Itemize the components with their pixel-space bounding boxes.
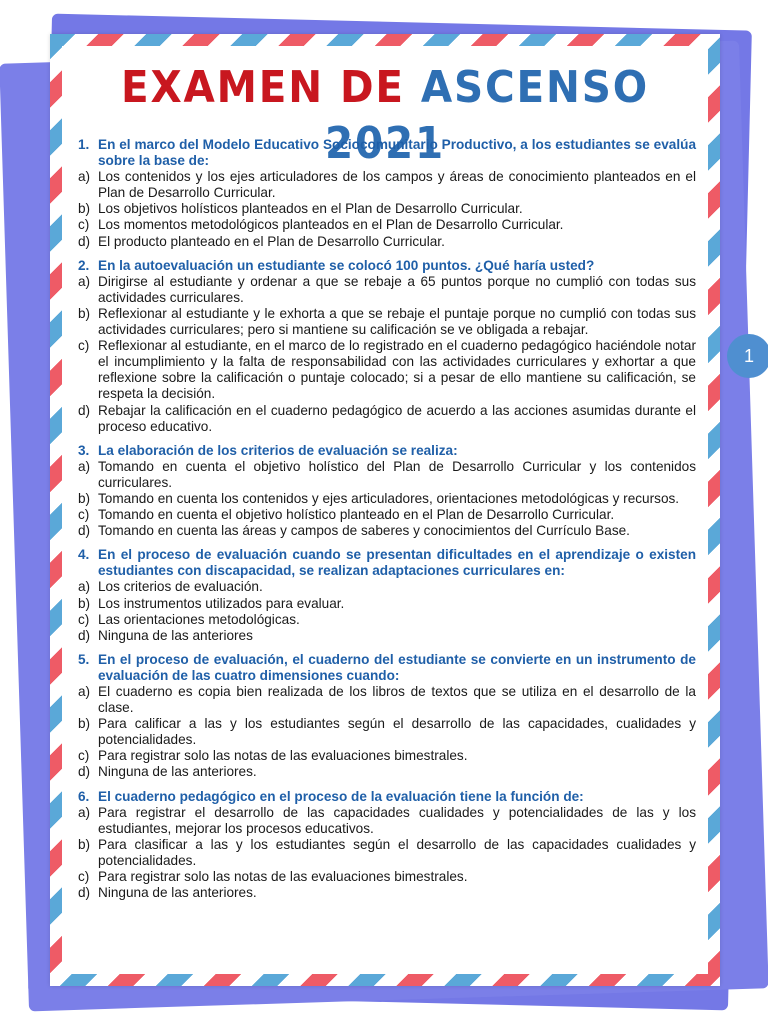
option-letter: b) [78, 490, 91, 506]
option-text: Los contenidos y los ejes articuladores de los campos y áreas de conocimiento planteados en el Plan de Desarrollo Curricular. [98, 169, 696, 201]
question-text: En el proceso de evaluación cuando se presentan dificultades en el aprendizaje o existen estudiantes con discapacidad, se realizan adaptaciones curriculares en: [98, 547, 696, 579]
answer-option [78, 748, 696, 764]
question-number: 6. [78, 788, 90, 804]
option-text: Para registrar solo las notas de las evaluaciones bimestrales. [98, 869, 468, 885]
answer-option [78, 612, 696, 628]
question-text: En la autoevaluación un estudiante se colocó 100 puntos. ¿Qué haría usted? [98, 257, 595, 273]
page-number-badge: 1 [727, 334, 768, 378]
option-letter: b) [78, 836, 91, 852]
option-letter: d) [78, 764, 91, 780]
question-text: En el marco del Modelo Educativo Sociocomunitario Productivo, a los estudiantes se evalúa sobre la base de: [98, 137, 696, 169]
option-letter: c) [78, 611, 90, 627]
option-letter: b) [78, 595, 91, 611]
option-text: El cuaderno es copia bien realizada de los libros de textos que se utiliza en el desarrollo de la clase. [98, 684, 696, 716]
title-part-blue: ASCENSO 2021 [324, 62, 650, 169]
question-number: 3. [78, 442, 90, 458]
option-text: El producto planteado en el Plan de Desarrollo Curricular. [98, 233, 445, 249]
option-letter: c) [78, 507, 90, 523]
question-text: La elaboración de los criterios de evaluación se realiza: [98, 442, 458, 458]
option-text: Para clasificar a las y los estudiantes según el desarrollo de las capacidades cualidades y potencialidades. [98, 836, 696, 868]
option-text: Dirigirse al estudiante y ordenar a que se rebaje a 65 puntos porque no cumplió con todas sus actividades curriculares. [98, 273, 696, 305]
option-letter: b) [78, 305, 91, 321]
question-heading [78, 547, 696, 579]
option-letter: d) [78, 233, 91, 249]
option-text: Tomando en cuenta los contenidos y ejes articuladores, orientaciones metodológicas y recursos. [98, 490, 680, 506]
question-list [78, 137, 696, 909]
option-letter: b) [78, 201, 91, 217]
option-letter: a) [78, 684, 91, 699]
option-letter: d) [78, 402, 91, 418]
option-letter: c) [78, 338, 90, 354]
option-letter: a) [78, 579, 91, 595]
option-text: Tomando en cuenta el objetivo holístico del Plan de Desarrollo Curricular y los contenidos curriculares. [98, 458, 696, 490]
option-text: Ninguna de las anteriores [98, 627, 253, 643]
answer-option [78, 169, 696, 201]
option-letter: a) [78, 804, 91, 820]
answer-option [78, 507, 696, 523]
question-5 [78, 652, 696, 781]
answer-option [78, 201, 696, 217]
option-text: Para registrar solo las notas de las evaluaciones bimestrales. [98, 748, 468, 764]
question-1 [78, 137, 696, 250]
option-text: Ninguna de las anteriores. [98, 885, 257, 901]
question-heading [78, 652, 696, 684]
answer-option [78, 459, 696, 491]
answer-option [78, 338, 696, 402]
option-letter: c) [78, 869, 90, 885]
option-text: Ninguna de las anteriores. [98, 764, 257, 780]
option-text: Tomando en cuenta las áreas y campos de saberes y conocimientos del Currículo Base. [98, 523, 630, 539]
answer-option [78, 805, 696, 837]
option-letter: a) [78, 169, 91, 185]
option-text: Los criterios de evaluación. [98, 579, 263, 595]
question-heading [78, 443, 696, 459]
option-letter: b) [78, 716, 91, 732]
answer-option [78, 523, 696, 539]
answer-option [78, 684, 696, 716]
answer-option [78, 234, 696, 250]
answer-option [78, 716, 696, 748]
option-letter: c) [78, 748, 90, 764]
option-text: Para registrar el desarrollo de las capacidades cualidades y potencialidades de las y los estudiantes, mejorar los procesos educativos. [98, 804, 696, 836]
option-letter: a) [78, 458, 91, 474]
option-text: Para calificar a las y los estudiantes según el desarrollo de las capacidades, cualidades y potencialidades. [98, 716, 696, 748]
option-text: Tomando en cuenta el objetivo holístico planteado en el Plan de Desarrollo Curricular. [98, 507, 615, 523]
question-2 [78, 258, 696, 435]
question-heading [78, 137, 696, 169]
option-text: Los instrumentos utilizados para evaluar. [98, 595, 345, 611]
answer-option [78, 596, 696, 612]
answer-option [78, 885, 696, 901]
question-number: 1. [78, 137, 90, 152]
question-number: 2. [78, 257, 90, 273]
answer-option [78, 403, 696, 435]
question-3 [78, 443, 696, 540]
option-letter: d) [78, 885, 91, 901]
option-text: Rebajar la calificación en el cuaderno pedagógico de acuerdo a las acciones asumidas durante el proceso educativo. [98, 402, 696, 434]
option-text: Los objetivos holísticos planteados en el Plan de Desarrollo Curricular. [98, 201, 523, 217]
option-text: Las orientaciones metodológicas. [98, 611, 300, 627]
option-text: Reflexionar al estudiante, en el marco de lo registrado en el cuaderno pedagógico haciéndole notar el incumplimiento y la falta de responsabilidad con las actividades curriculares y exhortar a que reflexione sobre la calificación o puntaje colocado; si a pesar de ello mantiene su calificación, se respeta la decisión. [98, 338, 696, 402]
question-text: En el proceso de evaluación, el cuaderno del estudiante se convierte en un instrumento de evaluación de las cuatro dimensiones cuando: [98, 651, 696, 683]
answer-option [78, 579, 696, 595]
answer-option [78, 628, 696, 644]
option-letter: d) [78, 523, 91, 539]
question-text: El cuaderno pedagógico en el proceso de la evaluación tiene la función de: [98, 788, 584, 804]
question-4 [78, 547, 696, 644]
option-letter: d) [78, 627, 91, 643]
option-letter: a) [78, 273, 91, 289]
option-text: Los momentos metodológicos planteados en el Plan de Desarrollo Curricular. [98, 217, 564, 233]
question-number: 4. [78, 547, 90, 563]
answer-option [78, 306, 696, 338]
title-part-red: EXAMEN DE [120, 62, 405, 113]
answer-option [78, 491, 696, 507]
question-heading [78, 789, 696, 805]
question-heading [78, 258, 696, 274]
option-letter: c) [78, 217, 90, 233]
answer-option [78, 217, 696, 233]
question-6 [78, 789, 696, 902]
answer-option [78, 764, 696, 780]
answer-option [78, 274, 696, 306]
answer-option [78, 869, 696, 885]
option-text: Reflexionar al estudiante y le exhorta a que se rebaje el puntaje porque no cumplió con todas sus actividades curriculares; pero si mantiene su calificación se ve obligada a rebajar. [98, 305, 696, 338]
answer-option [78, 837, 696, 869]
question-number: 5. [78, 651, 90, 667]
